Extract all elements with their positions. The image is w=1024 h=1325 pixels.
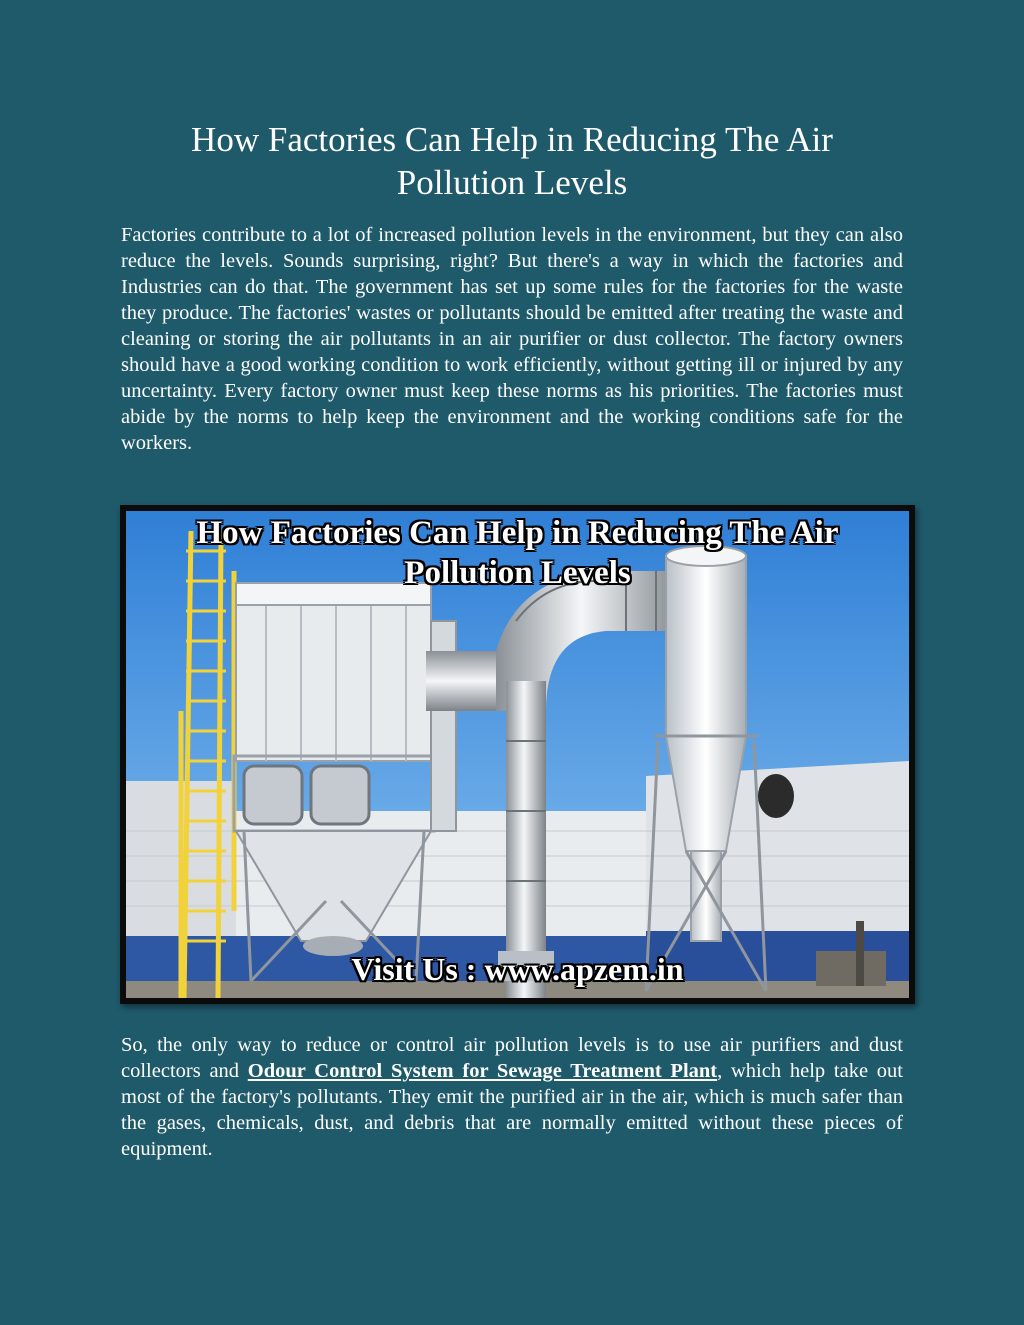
odour-control-link[interactable]: Odour Control System for Sewage Treatment Plant	[247, 1060, 718, 1082]
photo-overlay-website: Visit Us : www.apzem.in	[351, 951, 684, 987]
closing-text-end: , which help take out most of the factory's pollutants. They emit the purified air in the air, which is much safer than the gases, chemicals, dust, and debris that are normally emitted without these pieces of equipment.	[121, 1060, 903, 1160]
photo-overlay-title-line-2: Pollution Levels	[404, 555, 631, 591]
page-title: How Factories Can Help in Reducing The Air Pollution Levels	[191, 120, 833, 202]
photo-overlay-title	[126, 511, 909, 593]
photo-overlay-title-line-1: How Factories Can Help in Reducing The Air	[196, 515, 839, 551]
closing-text-start: So, the only way to reduce or control air pollution levels is to use air purifiers and dust collectors and	[121, 1034, 903, 1082]
intro-paragraph: Factories contribute to a lot of increased pollution levels in the environment, but they can also reduce the levels. Sounds surprising, right? But there's a way in which the factories and Industries can do that. The government has set up some rules for the factories for the waste they produce. The factories' wastes or pollutants should be emitted after treating the waste and cleaning or storing the air pollutants in an air purifier or dust collector. The factory owners should have a good working condition to work efficiently, without getting ill or injured by any uncertainty. Every factory owner must keep these norms as his priorities. The factories must abide by the norms to help keep the environment and the working conditions safe for the workers.	[121, 224, 903, 454]
factory-photo	[120, 505, 915, 1004]
closing-paragraph	[121, 1032, 903, 1162]
